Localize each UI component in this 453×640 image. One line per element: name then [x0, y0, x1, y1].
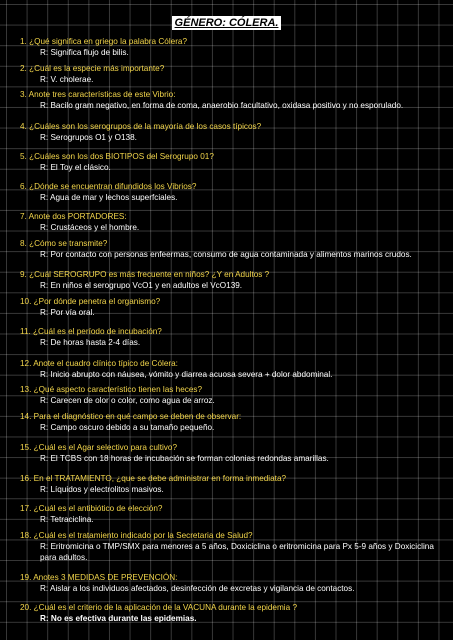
qa-item-10	[20, 297, 440, 319]
question: 4. ¿Cuáles son los serogrupos de la mayoría de los casos típicos?	[20, 122, 262, 131]
question: 15. ¿Cuál es el Agar selectivo para cultivo?	[20, 443, 178, 452]
question: 1. ¿Qué significa en griego la palabra Cólera?	[20, 37, 188, 46]
qa-item-5	[20, 152, 440, 174]
qa-item-16	[20, 474, 440, 496]
answer: R: En niños el serogrupo VcO1 y en adultos el VcO139.	[40, 281, 243, 290]
qa-item-1	[20, 37, 440, 59]
qa-item-9	[20, 270, 440, 292]
question: 11. ¿Cuál es el período de incubación?	[20, 327, 162, 336]
answer: R: Por vía oral.	[40, 308, 95, 317]
question: 10. ¿Por dónde penetra el organismo?	[20, 297, 161, 306]
question: 18. ¿Cuál es el tratamiento indicado por la Secretaria de Salud?	[20, 531, 253, 540]
question: 17. ¿Cuál es el antibiótico de elección?	[20, 504, 163, 513]
answer: R: Campo oscuro debido a su tamaño pequeño.	[40, 423, 215, 432]
answer: R: Bacilo gram negativo, en forma de coma, anaerobio facultativo, oxidasa positivo y no esporulado.	[40, 101, 404, 110]
question: 2. ¿Cuál es la especie más importante?	[20, 64, 165, 73]
answer: R: Líquidos y electrolitos masivos.	[40, 485, 164, 494]
page-title: GÉNERO: CÓLERA.	[172, 16, 282, 30]
question: 12. Anote el cuadro clínico típico de Cólera:	[20, 359, 178, 368]
question: 3. Anote tres características de este Vibrio:	[20, 90, 176, 99]
qa-item-20	[20, 603, 440, 625]
qa-item-19	[20, 573, 440, 595]
question: 20. ¿Cuál es el criterio de la aplicación de la VACUNA durante la epidemia ?	[20, 603, 298, 612]
answer: R: Serogrupos O1 y O138.	[40, 133, 137, 142]
qa-item-15	[20, 443, 440, 465]
question: 8. ¿Cómo se transmite?	[20, 239, 108, 248]
answer: R: El Toy el clásico.	[40, 163, 111, 172]
answer: R: V. cholerae.	[40, 75, 94, 84]
qa-item-12	[20, 359, 440, 381]
qa-item-11	[20, 327, 440, 349]
qa-item-4	[20, 122, 440, 144]
answer: R: De horas hasta 2-4 días.	[40, 338, 141, 347]
qa-item-17	[20, 504, 440, 526]
question: 5. ¿Cuáles son los dos BIOTIPOS del Serogrupo 01?	[20, 152, 214, 161]
answer: R: El TCBS con 18 horas de incubación se forman colonias redondas amarillas.	[40, 454, 329, 463]
qa-item-18	[20, 531, 440, 563]
qa-item-6	[20, 182, 440, 204]
question: 13. ¿Qué aspecto característico tienen las heces?	[20, 385, 203, 394]
answer: R: Agua de mar y lechos superfciales.	[40, 193, 178, 202]
answer: R: Por contacto con personas enfeermas, consumo de agua contaminada y alimentos marinos crudos.	[40, 250, 412, 259]
question: 7. Anote dos PORTADORES:	[20, 212, 127, 221]
answer: R: Aislar a los individuos afectados, desinfección de excretas y vigilancia de contactos.	[40, 584, 355, 593]
question: 19. Anotes 3 MEDIDAS DE PREVENCIÓN:	[20, 573, 178, 582]
answer: R: Carecen de olor o color, como agua de arroz.	[40, 396, 215, 405]
answer: R: Tetraciclina.	[40, 515, 94, 524]
question: 16. En el TRATAMIENTO, ¿que se debe administrar en forma inmediata?	[20, 474, 287, 483]
answer: R: Significa flujo de bilis.	[40, 48, 129, 57]
question: 9. ¿Cuál SEROGRUPO es más frecuente en niños? ¿Y en Adultos ?	[20, 270, 270, 279]
answer: R: Inicio abrupto con náusea, vómito y diarrea acuosa severa + dolor abdominal.	[40, 370, 333, 379]
qa-item-13	[20, 385, 440, 407]
qa-item-2	[20, 64, 440, 86]
answer: R: No es efectiva durante las epidemias.	[40, 614, 197, 623]
question: 14. Para el diagnóstico en qué campo se deben de observar:	[20, 412, 242, 421]
qa-item-14	[20, 412, 440, 434]
answer: R: Eritromicina o TMP/SMX para menores a 5 años, Doxiciclina o eritromicina para Px 5-9 años y Doxiciclina para adultos.	[40, 542, 434, 562]
qa-item-8	[20, 239, 440, 261]
answer: R: Crustáceos y el hombre.	[40, 223, 140, 232]
qa-item-7	[20, 212, 440, 234]
qa-item-3	[20, 90, 440, 112]
question: 6. ¿Dónde se encuentran difundidos los Vibrios?	[20, 182, 197, 191]
title-block	[0, 13, 453, 31]
